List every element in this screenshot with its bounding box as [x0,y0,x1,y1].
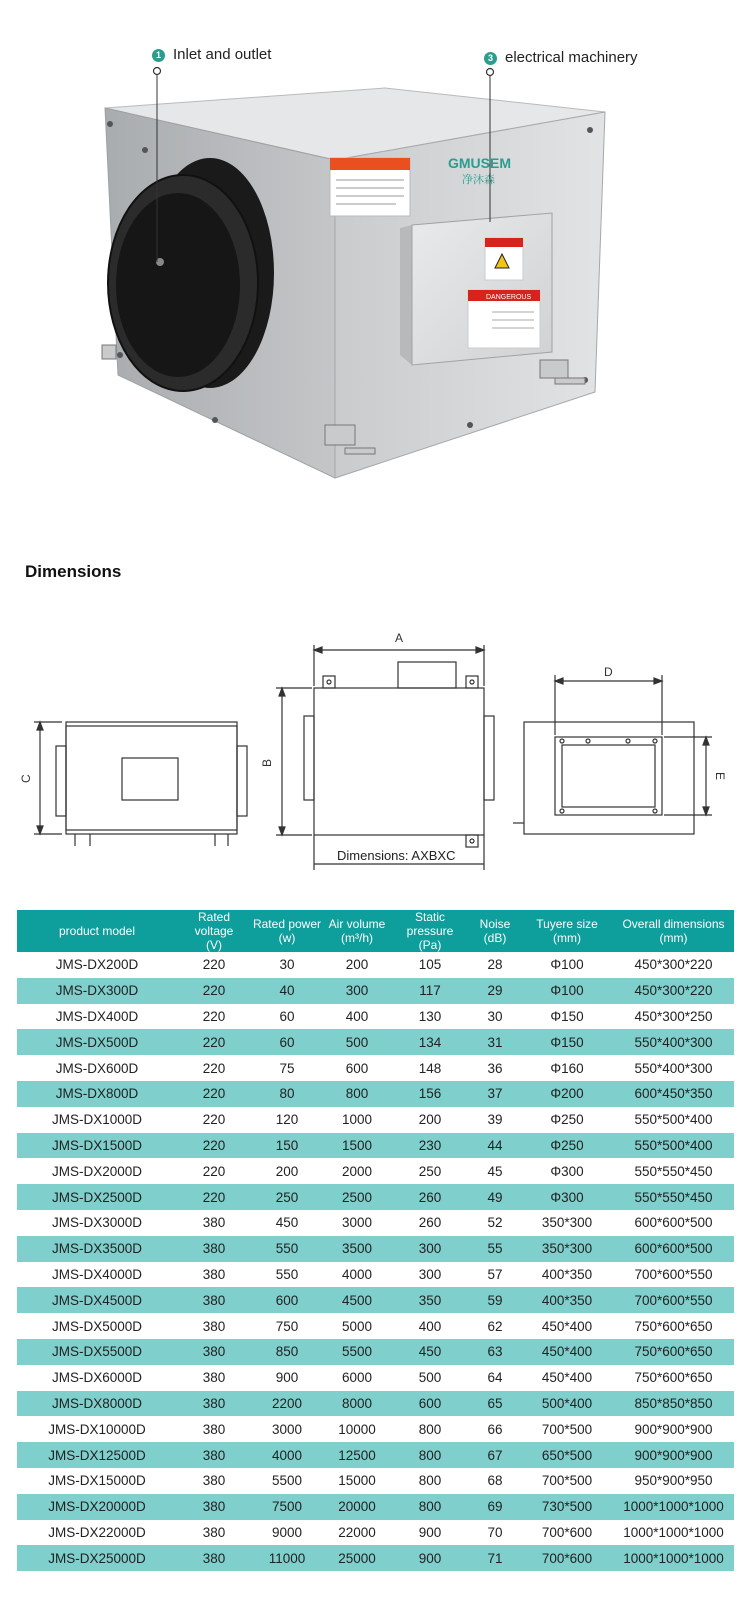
model-cell: JMS-DX5500D [17,1339,177,1365]
table-cell: 380 [177,1391,251,1417]
table-row [17,1416,734,1442]
table-cell: 200 [418,1112,442,1128]
table-cell: 550 [251,1236,323,1262]
table-cell: 800 [418,1473,442,1489]
model-cell: JMS-DX4500D [17,1287,177,1313]
table-cell: 1000*1000*1000 [613,1545,734,1571]
table-cell: 44 [469,1133,521,1159]
table-cell: 2200 [251,1391,323,1417]
callout-electrical-machinery [484,49,638,66]
table-cell: Φ150 [550,1008,584,1024]
table-cell: 260 [418,1215,442,1231]
table-cell: 350*300 [521,1236,613,1262]
table-row [17,1081,734,1107]
table-cell: 15000 [338,1473,376,1489]
table-cell: 62 [487,1318,503,1334]
column-header-unit: (mm) [553,931,581,945]
table-cell: 900 [275,1370,299,1386]
table-cell: 5500 [323,1339,391,1365]
table-cell: 500*400 [521,1391,613,1417]
table-header-row [17,910,734,952]
dimensions-caption: Dimensions: AXBXC [337,848,456,863]
model-cell: JMS-DX3000D [51,1215,143,1231]
table-cell: 850 [251,1339,323,1365]
model-cell: JMS-DX400D [55,1008,139,1024]
table-cell: 220 [202,1163,226,1179]
table-cell: 148 [418,1060,442,1076]
column-header-label: Static pressure [406,910,454,938]
table-cell: Φ300 [521,1184,613,1210]
table-cell: 39 [487,1112,503,1128]
electrical-box [400,213,552,365]
dim-label-d: D [604,665,613,679]
column-header-unit: (dB) [483,931,507,945]
front-view [276,645,494,870]
table-cell: 450 [275,1215,299,1231]
table-cell: 450*300*220 [613,978,734,1004]
table-cell: 3500 [323,1236,391,1262]
table-cell: 800 [323,1081,391,1107]
table-cell: 7500 [251,1494,323,1520]
table-cell: 550 [275,1266,299,1282]
column-header-label: Overall dimensions [622,917,725,931]
column-header-label: Air volume [328,917,386,931]
dim-label-a: A [395,631,404,645]
table-cell: 350 [391,1287,469,1313]
fan-box-illustration [0,0,750,520]
table-cell: 700*500 [541,1421,593,1437]
table-cell: 200 [345,957,369,973]
table-cell: 220 [202,957,226,973]
model-cell: JMS-DX6000D [51,1370,143,1386]
model-cell: JMS-DX20000D [17,1494,177,1520]
model-cell: JMS-DX300D [17,978,177,1004]
table-cell: 200 [275,1163,299,1179]
table-cell: 550*550*450 [613,1184,734,1210]
table-cell: 220 [177,1184,251,1210]
table-cell: 380 [202,1370,226,1386]
table-cell: 220 [177,978,251,1004]
table-cell: 75 [279,1060,295,1076]
table-row [17,1107,734,1133]
table-row [17,1287,734,1313]
column-header [177,910,251,952]
table-cell: 550*550*450 [634,1163,713,1179]
table-cell: 134 [391,1029,469,1055]
table-row [17,1210,734,1236]
column-header [469,910,521,952]
model-cell: JMS-DX3500D [17,1236,177,1262]
side-view [34,722,247,846]
table-cell: 220 [177,1081,251,1107]
table-cell: 950*900*950 [634,1473,713,1489]
table-cell: 67 [469,1442,521,1468]
table-cell: 220 [202,1008,226,1024]
table-cell: 350*300 [541,1215,593,1231]
table-cell: 750*600*650 [634,1318,713,1334]
callout-inlet-outlet [152,46,271,63]
table-cell: 230 [391,1133,469,1159]
table-cell: Φ300 [550,1163,584,1179]
table-row [17,1365,734,1391]
model-cell: JMS-DX600D [55,1060,139,1076]
column-header [323,910,391,952]
column-header [251,910,323,952]
callout-label: Inlet and outlet [173,46,272,63]
table-row [17,1494,734,1520]
table-cell: 37 [469,1081,521,1107]
table-cell: 65 [469,1391,521,1417]
end-view [513,675,712,834]
table-cell: 20000 [323,1494,391,1520]
table-cell: 550*400*300 [613,1029,734,1055]
dim-label-c: C [19,774,33,783]
table-cell: 10000 [338,1421,376,1437]
table-cell: 380 [177,1545,251,1571]
table-cell: 700*600*550 [613,1287,734,1313]
section-title: Dimensions [25,562,122,581]
table-cell: 31 [469,1029,521,1055]
table-cell: 120 [275,1112,299,1128]
table-row [17,1520,734,1546]
table-cell: 220 [177,1029,251,1055]
table-cell: 750*600*650 [634,1370,713,1386]
table-cell: 600*600*500 [634,1215,713,1231]
table-cell: 4000 [341,1266,373,1282]
table-cell: 400 [345,1008,369,1024]
column-header [613,910,734,952]
table-cell: 600*450*350 [613,1081,734,1107]
table-cell: 600 [391,1391,469,1417]
table-cell: 68 [487,1473,503,1489]
table-row [17,1055,734,1081]
table-cell: 400*350 [521,1287,613,1313]
table-cell: 730*500 [521,1494,613,1520]
table-cell: 500 [418,1370,442,1386]
table-cell: 1500 [323,1133,391,1159]
table-cell: 400*350 [541,1266,593,1282]
table-cell: 6000 [341,1370,373,1386]
table-cell: 25000 [323,1545,391,1571]
table-cell: 300 [323,978,391,1004]
table-cell: 600 [251,1287,323,1313]
table-cell: 4000 [251,1442,323,1468]
model-cell: JMS-DX5000D [51,1318,143,1334]
model-cell: JMS-DX1000D [51,1112,143,1128]
table-cell: 750*600*650 [613,1339,734,1365]
column-header-label: Tuyere size [536,917,598,931]
table-cell: 450*400 [521,1339,613,1365]
column-header-unit: (mm) [659,931,688,945]
table-cell: 400 [418,1318,442,1334]
table-row [17,1339,734,1365]
table-cell: 900*900*900 [613,1442,734,1468]
model-cell: JMS-DX200D [55,957,139,973]
table-cell: 117 [391,978,469,1004]
table-cell: 550*400*300 [634,1060,713,1076]
model-cell: JMS-DX12500D [17,1442,177,1468]
table-cell: 105 [418,957,442,973]
table-cell: 900 [418,1524,442,1540]
column-header-unit: (w) [278,931,296,945]
table-cell: 450*400 [541,1370,593,1386]
model-cell: JMS-DX15000D [48,1473,146,1489]
table-cell: Φ150 [521,1029,613,1055]
table-cell: 71 [469,1545,521,1571]
table-cell: 380 [177,1236,251,1262]
table-cell: 11000 [251,1545,323,1571]
table-cell: 450*300*220 [634,957,713,973]
column-header [17,910,177,952]
spec-table [17,910,734,1571]
table-row [17,1184,734,1210]
table-cell: 380 [202,1421,226,1437]
table-cell: 380 [177,1339,251,1365]
table-cell: 300 [418,1266,442,1282]
warning-text: DANGEROUS [486,294,532,301]
table-cell: 63 [469,1339,521,1365]
table-cell: 550*500*400 [613,1133,734,1159]
table-cell: 550*500*400 [634,1112,713,1128]
column-header-unit: (m³/h) [341,931,373,945]
column-header [391,910,469,952]
table-cell: 30 [279,957,295,973]
brand-logo: GMUSEM [448,155,511,171]
table-cell: 380 [202,1266,226,1282]
table-cell: 4500 [323,1287,391,1313]
table-cell: 250 [251,1184,323,1210]
table-cell: 2000 [341,1163,373,1179]
table-cell: 380 [202,1318,226,1334]
table-cell: 850*850*850 [613,1391,734,1417]
table-cell: 260 [391,1184,469,1210]
table-cell: 49 [469,1184,521,1210]
table-row [17,1545,734,1571]
model-cell: JMS-DX10000D [48,1421,146,1437]
table-row [17,1004,734,1030]
column-header-label: Rated voltage [194,910,234,938]
table-row [17,1133,734,1159]
model-cell: JMS-DX4000D [51,1266,143,1282]
callout-number: 1 [152,49,165,62]
model-cell: JMS-DX2500D [17,1184,177,1210]
table-cell: 45 [487,1163,503,1179]
column-header-unit: (V) [206,938,222,952]
model-cell: JMS-DX800D [17,1081,177,1107]
dim-label-b: B [260,758,274,767]
table-cell: 156 [391,1081,469,1107]
table-cell: 5000 [341,1318,373,1334]
table-cell: 450*300*250 [634,1008,713,1024]
column-header-unit: (Pa) [418,938,442,952]
table-cell: 8000 [323,1391,391,1417]
table-cell: 69 [469,1494,521,1520]
callout-number: 3 [484,52,497,65]
table-cell: 380 [177,1442,251,1468]
table-cell: 380 [177,1494,251,1520]
table-cell: 220 [177,1133,251,1159]
table-cell: 380 [202,1473,226,1489]
table-cell: 220 [202,1112,226,1128]
callout-label: electrical machinery [505,49,638,66]
table-cell: Φ160 [550,1060,584,1076]
model-cell: JMS-DX8000D [17,1391,177,1417]
table-row [17,1029,734,1055]
table-cell: 2500 [323,1184,391,1210]
table-cell: 52 [487,1215,503,1231]
column-header-label: Rated power [252,917,322,931]
table-cell: 380 [202,1215,226,1231]
table-cell: 60 [279,1008,295,1024]
table-cell: Φ250 [550,1112,584,1128]
table-cell: 22000 [338,1524,376,1540]
table-cell: 64 [487,1370,503,1386]
table-cell: 70 [487,1524,503,1540]
column-header-label: Noise [479,917,511,931]
table-cell: 57 [487,1266,503,1282]
column-header-label: product model [58,924,136,938]
table-row [17,1313,734,1339]
table-cell: 40 [251,978,323,1004]
table-cell: 700*600 [521,1545,613,1571]
dim-label-e: E [713,772,727,781]
table-cell: 1000 [341,1112,373,1128]
table-cell: 3000 [341,1215,373,1231]
table-cell: 80 [251,1081,323,1107]
table-cell: 66 [487,1421,503,1437]
table-cell: 1000*1000*1000 [613,1494,734,1520]
table-row [17,978,734,1004]
table-cell: 450*400 [541,1318,593,1334]
table-cell: 5500 [271,1473,303,1489]
model-cell: JMS-DX1500D [17,1133,177,1159]
model-cell: JMS-DX500D [17,1029,177,1055]
table-cell: 28 [487,957,503,973]
table-row [17,1236,734,1262]
warning-label [330,158,410,216]
table-cell: 59 [469,1287,521,1313]
table-cell: 800 [391,1494,469,1520]
table-cell: 130 [418,1008,442,1024]
table-row [17,1442,734,1468]
table-cell: 650*500 [521,1442,613,1468]
table-cell: 30 [487,1008,503,1024]
table-cell: Φ100 [521,978,613,1004]
table-row [17,952,734,978]
table-cell: 800 [418,1421,442,1437]
table-cell: 750 [275,1318,299,1334]
dimension-drawings [0,620,750,880]
table-cell: 60 [251,1029,323,1055]
table-cell: 1000*1000*1000 [623,1524,724,1540]
table-row [17,1158,734,1184]
table-cell: 900 [391,1545,469,1571]
table-cell: 250 [418,1163,442,1179]
table-cell: Φ100 [550,957,584,973]
table-cell: 12500 [323,1442,391,1468]
table-cell: 700*600 [541,1524,593,1540]
column-header [521,910,613,952]
table-cell: 55 [469,1236,521,1262]
table-row [17,1391,734,1417]
table-cell: 380 [202,1524,226,1540]
table-cell: 380 [177,1287,251,1313]
table-row [17,1262,734,1288]
table-cell: 700*600*550 [634,1266,713,1282]
table-cell: 900*900*900 [634,1421,713,1437]
table-cell: 29 [469,978,521,1004]
table-cell: 36 [487,1060,503,1076]
table-cell: 600*600*500 [613,1236,734,1262]
model-cell: JMS-DX25000D [17,1545,177,1571]
table-row [17,1468,734,1494]
model-cell: JMS-DX2000D [51,1163,143,1179]
table-cell: 9000 [271,1524,303,1540]
table-cell: Φ250 [521,1133,613,1159]
table-cell: 800 [391,1442,469,1468]
table-cell: 300 [391,1236,469,1262]
table-cell: 450 [391,1339,469,1365]
table-cell: 3000 [271,1421,303,1437]
brand-logo-cn: 净沐森 [462,174,495,186]
table-cell: 600 [345,1060,369,1076]
table-cell: Φ200 [521,1081,613,1107]
table-body [17,952,734,1571]
dimension-diagram [0,620,750,880]
table-cell: 500 [323,1029,391,1055]
table-cell: 220 [202,1060,226,1076]
table-cell: 700*500 [541,1473,593,1489]
model-cell: JMS-DX22000D [48,1524,146,1540]
product-hero [0,0,750,520]
table-cell: 150 [251,1133,323,1159]
